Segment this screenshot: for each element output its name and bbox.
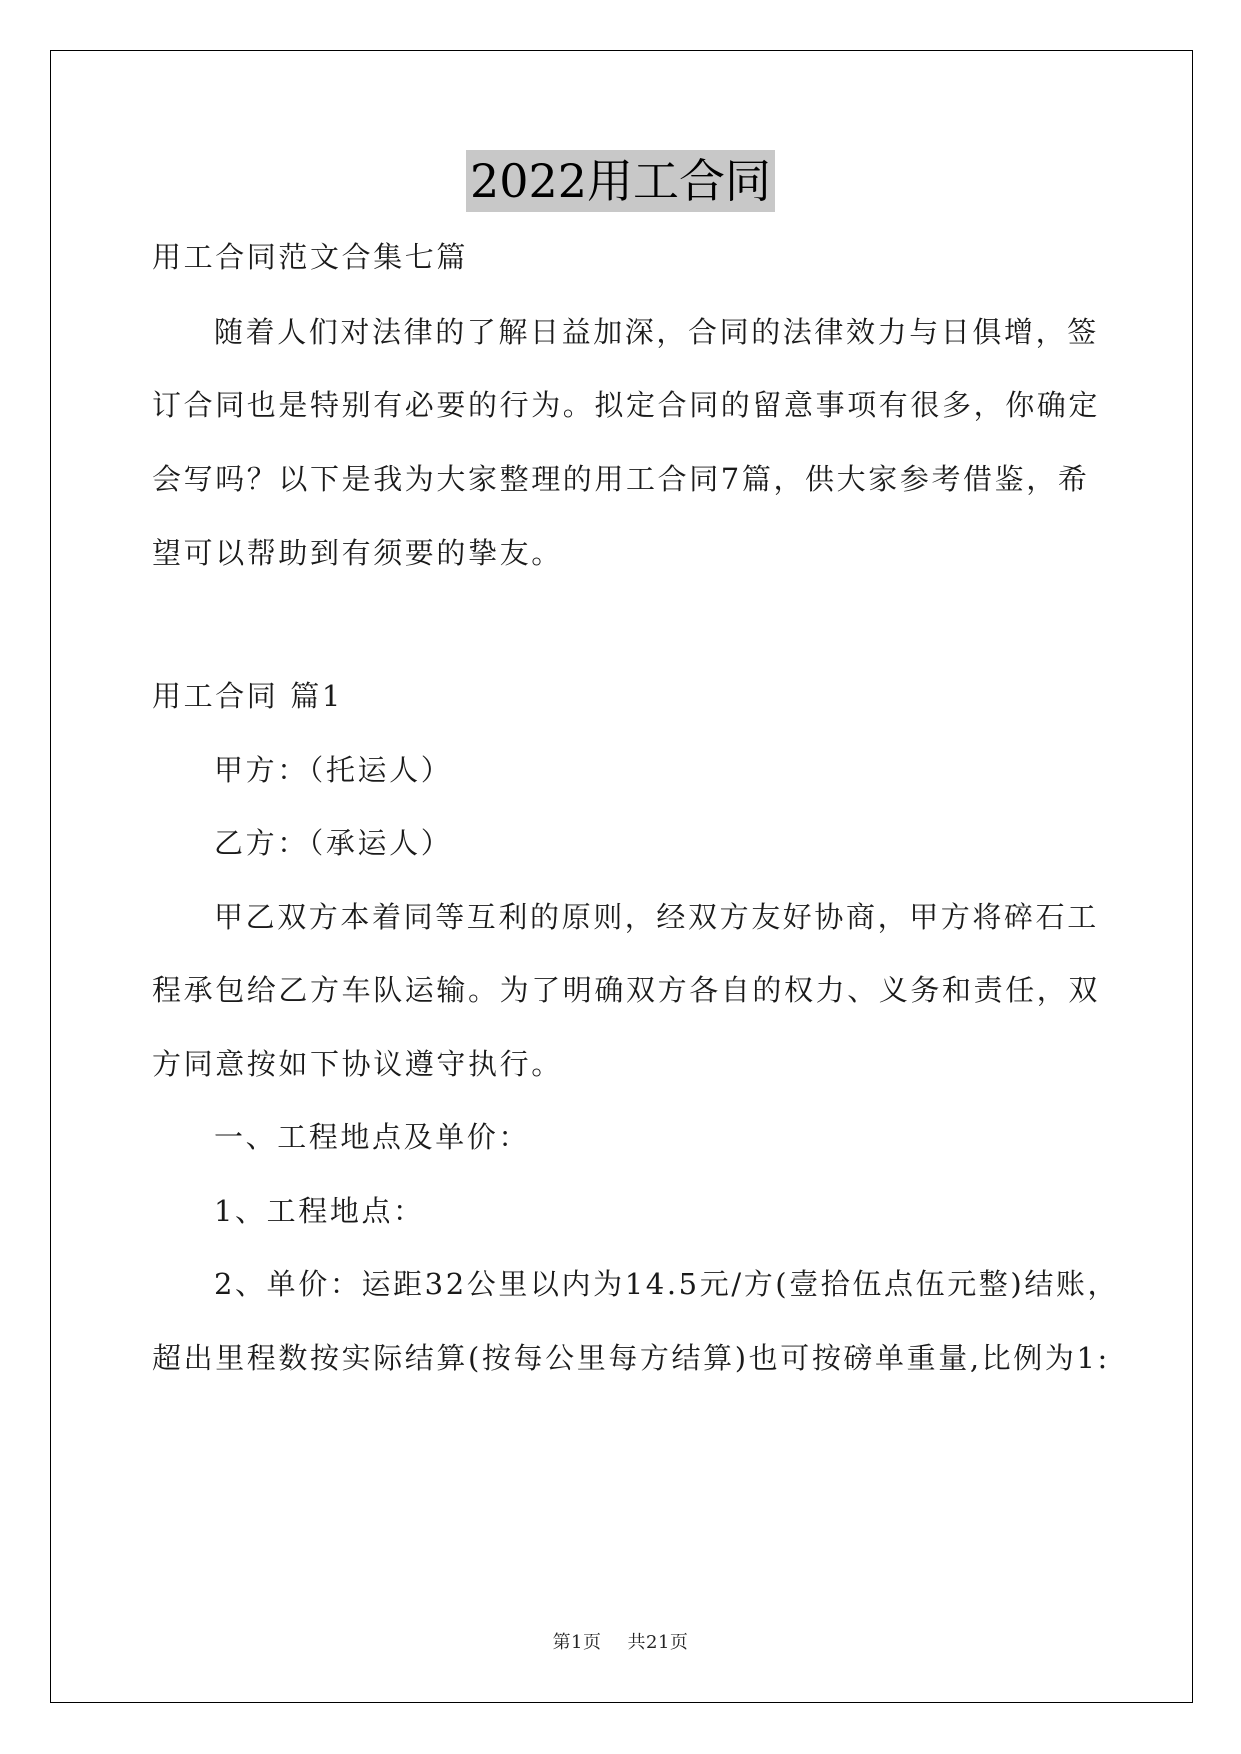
clause-item: 2、单价：运距32公里以内为14.5元/方(壹拾伍点伍元整)结账， (214, 1267, 1120, 1301)
paragraph-line: 甲乙双方本着同等互利的原则，经双方友好协商，甲方将碎石工 (214, 900, 1099, 934)
paragraph-line: 程承包给乙方车队运输。为了明确双方各自的权力、义务和责任，双 (152, 973, 1101, 1007)
page-total: 共21页 (627, 1632, 689, 1653)
party-b-line: 乙方：（承运人） (214, 826, 453, 860)
document-title: 2022用工合同 (466, 150, 775, 212)
clause-heading: 一、工程地点及单价： (214, 1120, 531, 1154)
clause-item: 1、工程地点： (214, 1194, 425, 1228)
clause-item-continuation: 超出里程数按实际结算(按每公里每方结算)也可按磅单重量,比例为1: (152, 1341, 1110, 1375)
page-border (50, 50, 1193, 1703)
title-container (0, 150, 1241, 212)
paragraph-line: 随着人们对法律的了解日益加深，合同的法律效力与日俱增，签 (214, 315, 1099, 349)
paragraph-line: 订合同也是特别有必要的行为。拟定合同的留意事项有很多，你确定 (152, 388, 1101, 422)
subtitle-line: 用工合同范文合集七篇 (152, 240, 469, 274)
paragraph-line: 会写吗？以下是我为大家整理的用工合同7篇，供大家参考借鉴，希 (152, 462, 1090, 496)
paragraph-line: 望可以帮助到有须要的挚友。 (152, 536, 563, 570)
party-a-line: 甲方：（托运人） (214, 753, 453, 787)
section-heading: 用工合同 篇1 (152, 679, 343, 713)
paragraph-line: 方同意按如下协议遵守执行。 (152, 1047, 563, 1081)
page-number: 第1页 (552, 1632, 602, 1653)
page-footer (0, 1628, 1241, 1654)
